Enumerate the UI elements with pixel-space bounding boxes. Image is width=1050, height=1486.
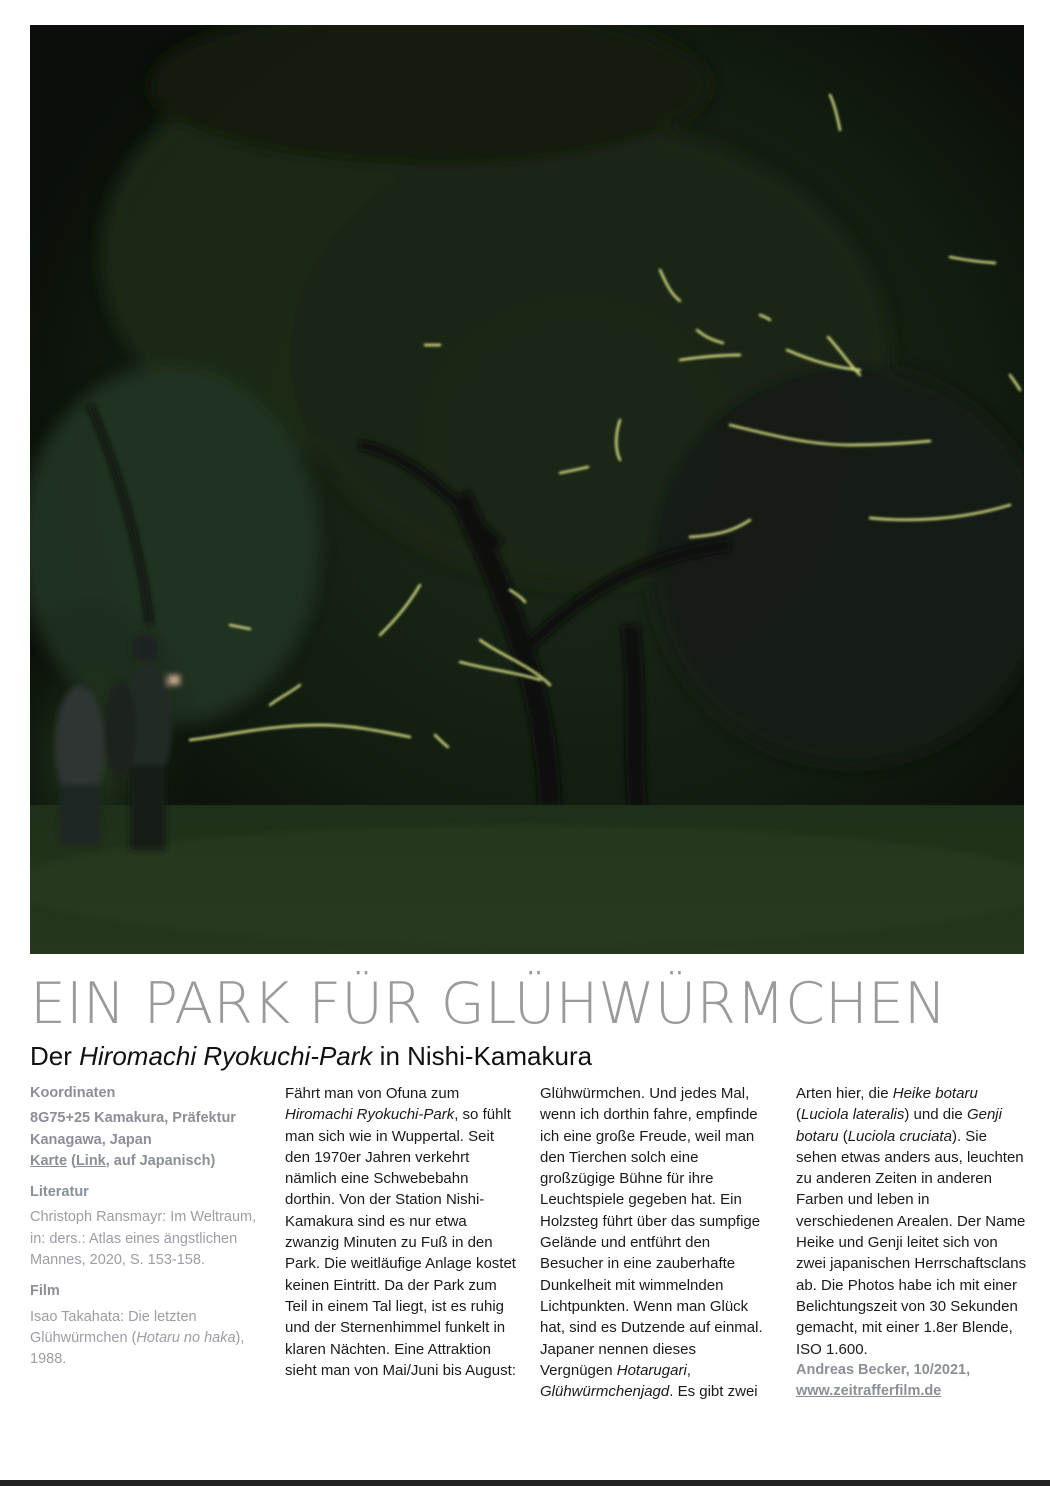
body-column-3	[796, 1083, 1028, 1402]
col4-luciola-cruciata: Luciola cruciata	[847, 1127, 952, 1145]
firefly-night-image	[30, 25, 1024, 954]
literature-text: Christoph Ransmayr: Im Weltraum, in: ders.: Atlas eines ängstlichen Mannes, 2020, S. 153-158.	[30, 1209, 257, 1269]
col3-hotarugari: Hotarugari	[616, 1361, 687, 1379]
col4-text-e: ). Sie sehen etwas anders aus, leuchten zu anderen Zeiten in anderen Farben und leben in verschiedenen Arealen. Der Name Heike und Genji leitet sich von zwei japanischen Herrschaftsclans ab. Die Photos habe ich mit einer Belichtungszeit von 30 Sekunden gemacht, mit einer 1.8er Blende, ISO 1.600.	[796, 1127, 1027, 1358]
col4-text-b: (	[796, 1106, 801, 1124]
coordinates-text	[30, 1108, 260, 1172]
col2-park-name: Hiromachi Ryokuchi-Park	[285, 1106, 455, 1124]
firefly-photo	[30, 25, 1024, 954]
film-post: ), 1988.	[30, 1329, 245, 1368]
col4-text-d: (	[838, 1127, 848, 1145]
sidebar-info-column	[30, 1083, 260, 1371]
film-pre: Isao Takahata: Die letzten Glühwürmchen (	[30, 1308, 197, 1346]
col2-text-a: Fährt man von Ofuna zum	[285, 1085, 460, 1102]
col4-heike-botaru: Heike botaru	[892, 1085, 978, 1102]
article-subtitle	[30, 1036, 1024, 1076]
body-column-1	[285, 1083, 517, 1381]
coordinates-value: 8G75+25 Kamakura, Präfektur Kanagawa, Japan	[30, 1110, 236, 1148]
coordinates-label: Koordinaten	[30, 1085, 116, 1101]
body-paragraph-3	[796, 1083, 1028, 1360]
subtitle-pre: Der	[30, 1041, 80, 1071]
film-label: Film	[30, 1283, 60, 1300]
col3-text-c: . Es gibt zwei	[669, 1383, 758, 1401]
body-paragraph-2	[540, 1083, 772, 1402]
map-link[interactable]: Karte	[30, 1152, 68, 1169]
col4-genji-botaru: Genji botaru	[796, 1106, 1002, 1145]
body-column-2	[540, 1083, 772, 1402]
col2-text-b: , so fühlt man sich wie in Wuppertal. Seit den 1970er Jahren verkehrt nämlich eine Schwebebahn dorthin. Von der Station Nishi-Kamakura sind es nur etwa zwanzig Minuten zu Fuß in den Park. Die weitläufige Anlage kostet keinen Eintritt. Da der Park zum Teil in einem Tal liegt, ist es ruhig und der Sternenhimmel funkelt in klaren Nächten. Eine Attraktion sieht man von Mai/Juni bis August:	[285, 1106, 516, 1379]
col4-text-c: ) und die	[904, 1106, 967, 1124]
website-link[interactable]: www.zeitrafferfilm.de	[796, 1383, 942, 1400]
japanese-link[interactable]: Link	[75, 1152, 106, 1169]
author-signature	[796, 1360, 1028, 1403]
col3-gluehwuermchenjagd: Glühwürmchenjagd	[540, 1383, 670, 1401]
author-name-date: Andreas Becker, 10/2021,	[796, 1361, 971, 1378]
map-paren-close: , auf Japanisch)	[105, 1152, 216, 1169]
col4-text-a: Arten hier, die	[796, 1085, 893, 1102]
col3-text-a: Glühwürmchen. Und jedes Mal, wenn ich dorthin fahre, empfinde ich eine große Freude, weil man den Tierchen solch eine großzügige Bühne für ihre Leuchtspiele gegeben hat. Ein Holzsteg führt über das sumpfige Gelände und entführt den Besucher in eine zauberhafte Dunkelheit mit wimmelnden Lichtpunkten. Wenn man Glück hat, sind es Dutzende auf einmal. Japaner nennen dieses Vergnügen	[540, 1085, 763, 1379]
col3-text-b: ,	[686, 1361, 691, 1379]
map-paren-open: (	[67, 1152, 76, 1169]
literature-label: Literatur	[30, 1184, 89, 1201]
film-text	[30, 1307, 260, 1371]
film-title: Hotaru no haka	[136, 1329, 236, 1346]
body-paragraph-1	[285, 1083, 517, 1381]
col4-luciola-lateralis: Luciola lateralis	[801, 1106, 905, 1124]
subtitle-park-name: Hiromachi Ryokuchi-Park	[79, 1041, 373, 1071]
article-title: EIN PARK FÜR GLÜHWÜRMCHEN	[30, 971, 947, 1037]
subtitle-post: in Nishi-Kamakura	[372, 1041, 593, 1071]
page-bottom-border	[0, 1480, 1050, 1486]
